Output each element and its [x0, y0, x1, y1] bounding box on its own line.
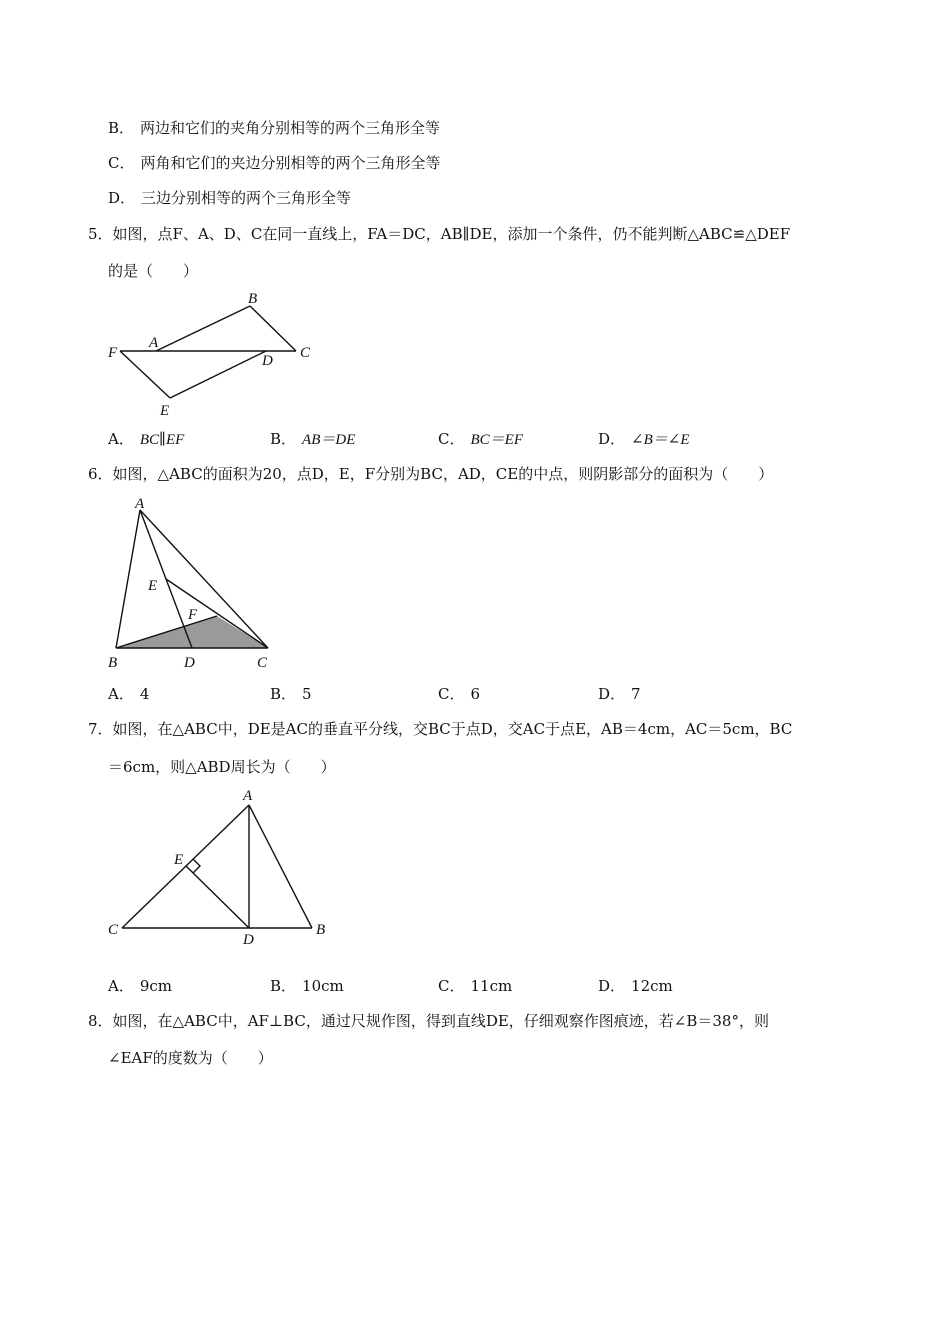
q6-text-line1: 如图，△ABC的面积为20，点D，E，F分别为BC，AD，CE的中点，则阴影部分的面积为（ ）	[112, 465, 774, 483]
q6-option-d: D． 7	[598, 685, 641, 703]
q5-label-a: A	[149, 335, 159, 351]
q5-text-line2: 的是（ ）	[108, 262, 199, 280]
q6-label-c: C	[257, 655, 268, 671]
q6-segment-ab	[116, 510, 140, 648]
q7-text-line1: 如图，在△ABC中，DE是AC的垂直平分线，交BC于点D，交AC于点E，AB＝4cm，AC＝5cm，BC	[112, 720, 793, 738]
q5-label-c: C	[300, 345, 311, 361]
q6-number: 6．	[88, 465, 113, 483]
q5-figure	[100, 285, 330, 420]
q5-label-f: F	[108, 345, 118, 361]
q5-option-b: B． AB＝DE	[270, 430, 356, 448]
q5-stem-line1	[88, 224, 790, 244]
q6-figure	[100, 492, 290, 677]
q6-option-b: B． 5	[270, 685, 312, 703]
q5-segment-ed	[170, 351, 266, 398]
q8-text-line2: ∠EAF的度数为（ ）	[108, 1049, 273, 1067]
q4-option-c-text: 两角和它们的夹边分别相等的两个三角形全等	[140, 154, 441, 172]
q7-right-angle-mark	[193, 859, 200, 873]
q4-option-b-text: 两边和它们的夹角分别相等的两个三角形全等	[140, 119, 441, 137]
q7-option-c: C． 11cm	[438, 977, 513, 995]
q7-text-line2: ＝6cm，则△ABD周长为（ ）	[108, 758, 336, 776]
q7-label-e: E	[174, 852, 184, 868]
q6-label-b: B	[108, 655, 118, 671]
q7-option-d: D． 12cm	[598, 977, 673, 995]
q8-stem-line1	[88, 1011, 769, 1031]
q6-option-c-text: 6	[470, 685, 481, 703]
q5-option-a: A． BC∥EF	[108, 430, 185, 448]
q6-label-d: D	[184, 655, 195, 671]
q6-option-c: C． 6	[438, 685, 481, 703]
q5-stem-line2	[108, 261, 198, 281]
q4-option-d-text: 三边分别相等的两个三角形全等	[141, 189, 352, 207]
q8-stem-line2	[108, 1048, 273, 1068]
q4-option-d: D． 三边分别相等的两个三角形全等	[108, 189, 352, 207]
q7-stem-line1	[88, 719, 792, 739]
q7-option-c-text: 11cm	[470, 977, 513, 995]
q7-figure	[100, 780, 340, 950]
q7-option-a: A． 9cm	[108, 977, 173, 995]
q5-label-b: B	[248, 291, 258, 307]
q6-option-a: A． 4	[108, 685, 150, 703]
q6-label-e: E	[148, 578, 158, 594]
q5-text-line1: 如图，点F、A、D、C在同一直线上，FA＝DC，AB∥DE，添加一个条件，仍不能判断△ABC≌△DEF	[112, 225, 791, 243]
q7-segment-ed	[186, 866, 249, 928]
q5-option-c: C． BC＝EF	[438, 430, 523, 448]
q7-option-b-text: 10cm	[302, 977, 344, 995]
q6-option-d-text: 7	[631, 685, 641, 703]
q5-label-d: D	[262, 353, 273, 369]
q7-segment-ab	[249, 805, 312, 928]
q5-option-d: D． ∠B＝∠E	[598, 430, 690, 448]
q7-label-a: A	[243, 788, 253, 804]
q7-option-b: B． 10cm	[270, 977, 344, 995]
q5-option-d-text: ∠B＝∠E	[631, 432, 690, 448]
q4-option-c: C． 两角和它们的夹边分别相等的两个三角形全等	[108, 154, 441, 172]
q5-segment-ab	[156, 306, 250, 351]
q5-option-b-text: AB＝DE	[302, 432, 356, 448]
q5-segment-fe	[120, 351, 170, 398]
q7-option-a-text: 9cm	[139, 977, 173, 995]
q8-text-line1: 如图，在△ABC中，AF⊥BC，通过尺规作图，得到直线DE，仔细观察作图痕迹，若∠B＝38°，则	[112, 1012, 769, 1030]
q6-label-a: A	[135, 496, 145, 512]
q5-option-c-text: BC＝EF	[470, 432, 523, 448]
q6-option-b-text: 5	[302, 685, 312, 703]
q7-label-c: C	[108, 922, 119, 938]
q7-option-d-text: 12cm	[631, 977, 673, 995]
q4-option-b: B． 两边和它们的夹角分别相等的两个三角形全等	[108, 119, 441, 137]
q7-stem-line2	[108, 757, 336, 777]
q7-label-b: B	[316, 922, 326, 938]
q6-stem-line1	[88, 464, 773, 484]
q5-label-e: E	[160, 403, 170, 419]
q8-number: 8．	[88, 1012, 113, 1030]
q7-label-d: D	[243, 932, 254, 948]
q6-option-a-text: 4	[139, 685, 150, 703]
q7-number: 7．	[88, 720, 113, 738]
q5-segment-bc	[250, 306, 296, 351]
q6-label-f: F	[188, 607, 198, 623]
q5-option-a-text: BC∥EF	[139, 432, 185, 448]
q5-number: 5．	[88, 225, 113, 243]
